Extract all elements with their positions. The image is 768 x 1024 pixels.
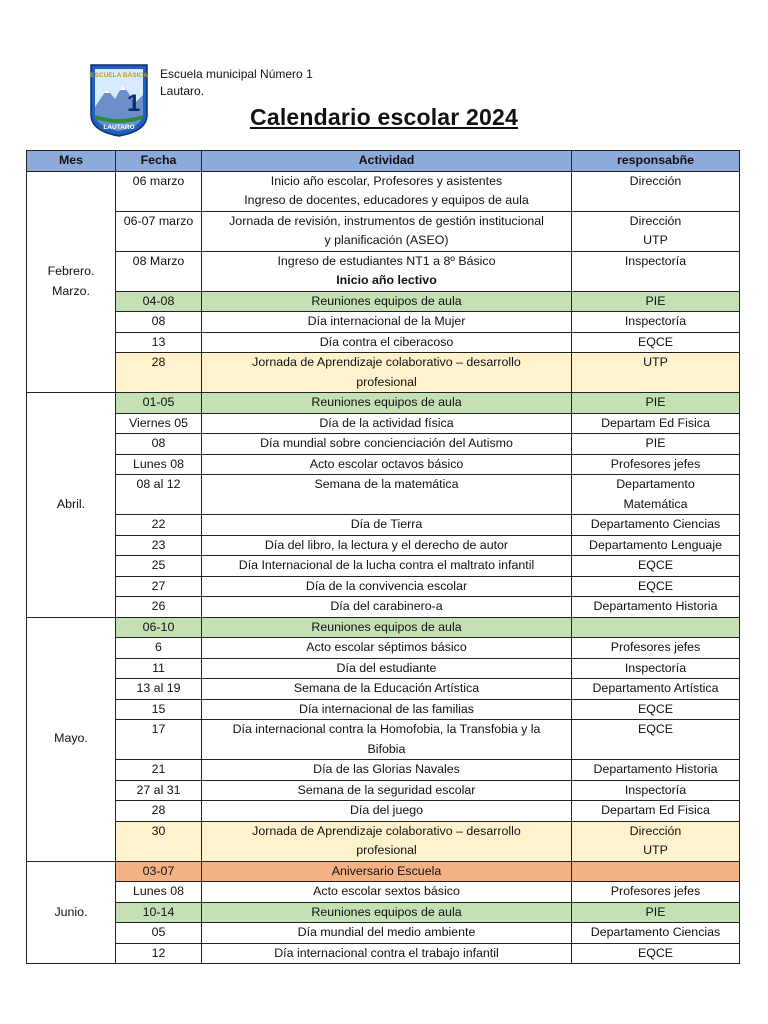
table-row bbox=[27, 576, 740, 597]
actividad-line: Reuniones equipos de aula bbox=[311, 293, 462, 308]
actividad-line: Jornada de Aprendizaje colaborativo – desarrollo bbox=[252, 355, 521, 369]
header-fecha: Fecha bbox=[116, 151, 202, 172]
table-row bbox=[27, 801, 740, 822]
responsable-line: Matemática bbox=[623, 496, 688, 511]
actividad-line: Día del juego bbox=[349, 803, 424, 817]
fecha-cell: 04-08 bbox=[116, 291, 202, 312]
fecha-cell: 06 marzo bbox=[116, 171, 202, 211]
fecha-cell: 23 bbox=[116, 535, 202, 556]
actividad-cell bbox=[202, 251, 572, 291]
actividad-line: Día del estudiante bbox=[336, 660, 437, 675]
table-row bbox=[27, 251, 740, 291]
actividad-cell bbox=[202, 413, 572, 434]
actividad-line: Día de la convivencia escolar bbox=[305, 578, 468, 593]
actividad-line: Acto escolar séptimos básico bbox=[306, 640, 467, 654]
actividad-line: Jornada de Aprendizaje colaborativo – desarrollo bbox=[252, 823, 521, 838]
actividad-line: Día mundial sobre concienciación del Autismo bbox=[260, 436, 513, 450]
actividad-line: y planificación (ASEO) bbox=[324, 233, 449, 247]
fecha-cell: 11 bbox=[116, 658, 202, 679]
actividad-cell bbox=[202, 556, 572, 577]
actividad-cell bbox=[202, 902, 572, 923]
table-row bbox=[27, 780, 740, 801]
school-info bbox=[160, 66, 313, 100]
responsable-cell bbox=[572, 332, 740, 353]
actividad-cell bbox=[202, 861, 572, 882]
actividad-line: Inicio año escolar, Profesores y asistentes bbox=[270, 173, 503, 188]
month-label: Marzo. bbox=[52, 283, 90, 298]
actividad-line: Día mundial del medio ambiente bbox=[297, 925, 476, 939]
responsable-line: PIE bbox=[645, 395, 666, 409]
table-row bbox=[27, 923, 740, 944]
actividad-cell bbox=[202, 312, 572, 333]
actividad-line: Día de las Glorias Navales bbox=[313, 762, 460, 776]
fecha-cell: 06-10 bbox=[116, 617, 202, 638]
actividad-cell bbox=[202, 393, 572, 414]
responsable-cell bbox=[572, 454, 740, 475]
fecha-cell: 05 bbox=[116, 923, 202, 944]
actividad-cell bbox=[202, 576, 572, 597]
fecha-cell: 06-07 marzo bbox=[116, 211, 202, 251]
fecha-cell: 25 bbox=[116, 556, 202, 577]
responsable-cell bbox=[572, 801, 740, 822]
fecha-cell: 08 bbox=[116, 434, 202, 455]
responsable-line: Inspectoría bbox=[624, 253, 687, 268]
table-row bbox=[27, 943, 740, 964]
actividad-line: Día internacional contra el trabajo infantil bbox=[274, 945, 499, 960]
fecha-cell: Lunes 08 bbox=[116, 454, 202, 475]
responsable-cell bbox=[572, 861, 740, 882]
fecha-cell: 08 bbox=[116, 312, 202, 333]
responsable-cell bbox=[572, 353, 740, 393]
table-row bbox=[27, 393, 740, 414]
actividad-cell bbox=[202, 475, 572, 515]
actividad-cell bbox=[202, 923, 572, 944]
responsable-line: EQCE bbox=[637, 722, 674, 736]
responsable-line: PIE bbox=[645, 904, 666, 919]
responsable-line: UTP bbox=[643, 355, 668, 369]
fecha-cell: 13 bbox=[116, 332, 202, 353]
fecha-cell: 28 bbox=[116, 353, 202, 393]
responsable-line: Departam Ed Fisica bbox=[601, 803, 710, 817]
responsable-cell bbox=[572, 780, 740, 801]
responsable-line: Dirección bbox=[629, 823, 682, 838]
table-row bbox=[27, 312, 740, 333]
table-row bbox=[27, 556, 740, 577]
fecha-cell: 08 al 12 bbox=[116, 475, 202, 515]
responsable-line: Departamento Historia bbox=[593, 599, 718, 613]
responsable-cell bbox=[572, 882, 740, 903]
actividad-line: Bifobia bbox=[367, 741, 406, 756]
responsable-cell bbox=[572, 291, 740, 312]
actividad-line: Reuniones equipos de aula bbox=[311, 619, 462, 634]
responsable-cell bbox=[572, 638, 740, 659]
responsable-cell bbox=[572, 475, 740, 515]
page-title: Calendario escolar 2024 bbox=[250, 104, 518, 130]
table-header-row bbox=[27, 151, 740, 172]
actividad-cell bbox=[202, 720, 572, 760]
actividad-line: Semana de la seguridad escolar bbox=[297, 782, 476, 797]
actividad-cell bbox=[202, 699, 572, 720]
responsable-line: EQCE bbox=[637, 578, 674, 593]
actividad-line: Reuniones equipos de aula bbox=[311, 395, 462, 409]
actividad-cell bbox=[202, 597, 572, 618]
calendar-table bbox=[26, 150, 740, 964]
actividad-line: profesional bbox=[356, 843, 417, 857]
actividad-line: Día contra el ciberacoso bbox=[319, 334, 454, 349]
actividad-cell bbox=[202, 515, 572, 536]
actividad-line: Acto escolar sextos básico bbox=[313, 884, 460, 898]
responsable-line: UTP bbox=[643, 843, 668, 857]
crest-number: 1 bbox=[127, 90, 141, 117]
responsable-cell bbox=[572, 211, 740, 251]
actividad-cell bbox=[202, 658, 572, 679]
responsable-cell bbox=[572, 679, 740, 700]
fecha-cell: 15 bbox=[116, 699, 202, 720]
fecha-cell: 6 bbox=[116, 638, 202, 659]
actividad-line: Jornada de revisión, instrumentos de gestión institucional bbox=[229, 213, 544, 228]
responsable-line: Departamento Ciencias bbox=[590, 925, 721, 939]
header-actividad: Actividad bbox=[202, 151, 572, 172]
actividad-line: Ingreso de estudiantes NT1 a 8º Básico bbox=[277, 253, 496, 268]
table-row bbox=[27, 515, 740, 536]
actividad-line: profesional bbox=[356, 374, 417, 389]
fecha-cell: 01-05 bbox=[116, 393, 202, 414]
actividad-line: Día Internacional de la lucha contra el maltrato infantil bbox=[238, 558, 535, 572]
responsable-cell bbox=[572, 556, 740, 577]
actividad-line: Día internacional de la Mujer bbox=[307, 314, 466, 328]
table-row bbox=[27, 679, 740, 700]
table-row bbox=[27, 413, 740, 434]
responsable-cell bbox=[572, 312, 740, 333]
fecha-cell: 03-07 bbox=[116, 861, 202, 882]
actividad-line: Día de la actividad física bbox=[319, 415, 454, 430]
actividad-line: Día del carabinero-a bbox=[330, 599, 443, 613]
table-row bbox=[27, 332, 740, 353]
fecha-cell: 26 bbox=[116, 597, 202, 618]
actividad-cell bbox=[202, 943, 572, 964]
header-responsable: responsabñe bbox=[572, 151, 740, 172]
actividad-line: Día de Tierra bbox=[350, 517, 423, 531]
actividad-line: Día internacional de las familias bbox=[299, 701, 474, 716]
actividad-cell bbox=[202, 454, 572, 475]
responsable-line: Dirección bbox=[629, 173, 682, 188]
month-cell bbox=[27, 393, 116, 618]
crest-text-top: ESCUELA BÁSICA bbox=[90, 72, 148, 79]
responsable-cell bbox=[572, 251, 740, 291]
fecha-cell: 10-14 bbox=[116, 902, 202, 923]
school-city: Lautaro. bbox=[160, 84, 205, 98]
month-cell bbox=[27, 171, 116, 393]
responsable-cell bbox=[572, 171, 740, 211]
responsable-line: PIE bbox=[645, 436, 666, 450]
fecha-cell: 30 bbox=[116, 821, 202, 861]
responsable-line: Profesores jefes bbox=[610, 640, 701, 654]
month-label: Junio. bbox=[54, 904, 88, 919]
responsable-cell bbox=[572, 617, 740, 638]
table-row bbox=[27, 658, 740, 679]
table-row bbox=[27, 720, 740, 760]
responsable-line: Inspectoría bbox=[624, 660, 687, 675]
table-row bbox=[27, 861, 740, 882]
fecha-cell: 27 bbox=[116, 576, 202, 597]
actividad-line: Inicio año lectivo bbox=[336, 273, 437, 287]
actividad-line: Semana de la matemática bbox=[314, 477, 459, 491]
fecha-cell: 08 Marzo bbox=[116, 251, 202, 291]
fecha-cell: 13 al 19 bbox=[116, 679, 202, 700]
responsable-line: EQCE bbox=[637, 945, 674, 960]
table-row bbox=[27, 475, 740, 515]
responsable-line: Departamento Lenguaje bbox=[589, 537, 722, 552]
responsable-cell bbox=[572, 535, 740, 556]
actividad-cell bbox=[202, 638, 572, 659]
actividad-line: Semana de la Educación Artística bbox=[293, 681, 480, 695]
actividad-cell bbox=[202, 535, 572, 556]
responsable-cell bbox=[572, 943, 740, 964]
responsable-cell bbox=[572, 515, 740, 536]
actividad-cell bbox=[202, 211, 572, 251]
responsable-line: Inspectoría bbox=[624, 314, 687, 328]
fecha-cell: Viernes 05 bbox=[116, 413, 202, 434]
table-row bbox=[27, 760, 740, 781]
actividad-cell bbox=[202, 434, 572, 455]
responsable-line: EQCE bbox=[637, 558, 674, 572]
table-row bbox=[27, 454, 740, 475]
month-label: Febrero. bbox=[47, 264, 95, 279]
table-row bbox=[27, 821, 740, 861]
actividad-cell bbox=[202, 760, 572, 781]
responsable-cell bbox=[572, 699, 740, 720]
responsable-line: Inspectoría bbox=[624, 782, 687, 797]
table-row bbox=[27, 291, 740, 312]
table-row bbox=[27, 638, 740, 659]
fecha-cell: 28 bbox=[116, 801, 202, 822]
responsable-cell bbox=[572, 597, 740, 618]
month-label: Mayo. bbox=[54, 731, 88, 746]
month-label: Abril. bbox=[56, 497, 86, 511]
actividad-line: Acto escolar octavos básico bbox=[309, 456, 464, 471]
fecha-cell: 22 bbox=[116, 515, 202, 536]
responsable-line: Profesores jefes bbox=[610, 884, 701, 898]
fecha-cell: 17 bbox=[116, 720, 202, 760]
table-row bbox=[27, 353, 740, 393]
responsable-line: EQCE bbox=[637, 334, 674, 349]
responsable-line: Departam Ed Fisica bbox=[601, 415, 710, 430]
responsable-line: Departamento Artística bbox=[592, 681, 719, 695]
responsable-cell bbox=[572, 923, 740, 944]
table-row bbox=[27, 171, 740, 211]
fecha-cell: 21 bbox=[116, 760, 202, 781]
header-mes: Mes bbox=[27, 151, 116, 172]
responsable-cell bbox=[572, 821, 740, 861]
responsable-cell bbox=[572, 576, 740, 597]
actividad-cell bbox=[202, 780, 572, 801]
actividad-cell bbox=[202, 882, 572, 903]
responsable-cell bbox=[572, 720, 740, 760]
table-row bbox=[27, 597, 740, 618]
responsable-line: Departamento Historia bbox=[593, 762, 718, 776]
responsable-line: Departamento Ciencias bbox=[590, 517, 721, 531]
responsable-cell bbox=[572, 760, 740, 781]
responsable-cell bbox=[572, 413, 740, 434]
month-cell bbox=[27, 617, 116, 861]
table-row bbox=[27, 902, 740, 923]
actividad-cell bbox=[202, 821, 572, 861]
actividad-line: Día del libro, la lectura y el derecho de autor bbox=[264, 537, 509, 552]
month-cell bbox=[27, 861, 116, 964]
actividad-line: Día internacional contra la Homofobia, la Transfobia y la bbox=[232, 722, 541, 736]
responsable-line: Profesores jefes bbox=[610, 456, 701, 471]
actividad-cell bbox=[202, 171, 572, 211]
school-name: Escuela municipal Número 1 bbox=[160, 67, 313, 81]
actividad-cell bbox=[202, 353, 572, 393]
actividad-line: Ingreso de docentes, educadores y equipos de aula bbox=[244, 193, 529, 207]
actividad-cell bbox=[202, 291, 572, 312]
table-row bbox=[27, 535, 740, 556]
table-row bbox=[27, 211, 740, 251]
responsable-cell bbox=[572, 434, 740, 455]
fecha-cell: Lunes 08 bbox=[116, 882, 202, 903]
responsable-cell bbox=[572, 902, 740, 923]
fecha-cell: 12 bbox=[116, 943, 202, 964]
responsable-cell bbox=[572, 658, 740, 679]
actividad-line: Reuniones equipos de aula bbox=[311, 904, 462, 919]
actividad-line: Aniversario Escuela bbox=[331, 863, 442, 878]
responsable-line: Dirección bbox=[629, 213, 682, 228]
calendar-body bbox=[27, 171, 740, 964]
table-row bbox=[27, 882, 740, 903]
responsable-cell bbox=[572, 393, 740, 414]
responsable-line: UTP bbox=[643, 233, 668, 247]
responsable-line: Departamento bbox=[616, 477, 695, 491]
actividad-cell bbox=[202, 617, 572, 638]
table-row bbox=[27, 434, 740, 455]
actividad-cell bbox=[202, 679, 572, 700]
responsable-line: PIE bbox=[645, 293, 666, 308]
table-row bbox=[27, 617, 740, 638]
crest-text-bottom: LAUTARO bbox=[103, 124, 135, 131]
table-row bbox=[27, 699, 740, 720]
responsable-line: EQCE bbox=[637, 701, 674, 716]
fecha-cell: 27 al 31 bbox=[116, 780, 202, 801]
actividad-cell bbox=[202, 332, 572, 353]
actividad-cell bbox=[202, 801, 572, 822]
